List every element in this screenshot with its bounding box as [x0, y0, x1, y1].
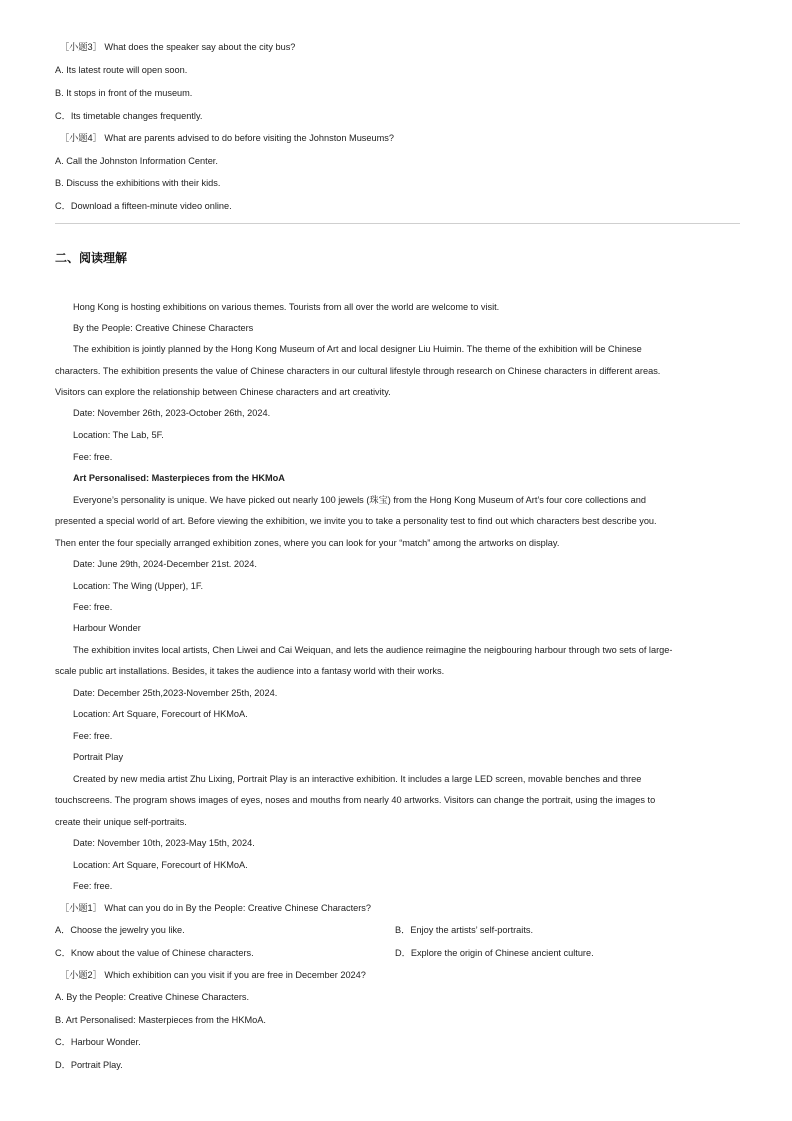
exhibition-1-location: Location: The Lab, 5F. [73, 430, 164, 440]
q1-stem: ［小题1］ What can you do in By the People: Creative Chinese Characters? [60, 903, 371, 913]
q2-option-b: B. Art Personalised: Masterpieces from the HKMoA. [55, 1015, 266, 1025]
exhibition-1-date: Date: November 26th, 2023-October 26th, 2024. [73, 408, 271, 418]
exhibition-1-fee: Fee: free. [73, 452, 113, 462]
exhibition-3-title: Harbour Wonder [73, 623, 141, 633]
q1-option-d: D．Explore the origin of Chinese ancient culture. [395, 948, 594, 958]
exhibition-2-title: Art Personalised: Masterpieces from the HKMoA [73, 473, 285, 483]
q1-option-a: A．Choose the jewelry you like. [55, 925, 185, 935]
q4-stem: ［小题4］ What are parents advised to do before visiting the Johnston Museums? [60, 133, 394, 143]
exhibition-2-body-line: Everyone’s personality is unique. We have picked out nearly 100 jewels (珠宝) from the Hong Kong Museum of Art’s four core collections and [73, 495, 646, 505]
q1-option-c: C．Know about the value of Chinese characters. [55, 948, 254, 958]
exhibition-2-date: Date: June 29th, 2024-December 21st. 2024. [73, 559, 257, 569]
exhibition-1-body-line: Visitors can explore the relationship between Chinese characters and art creativity. [55, 387, 391, 397]
q2-option-a: A. By the People: Creative Chinese Characters. [55, 992, 250, 1002]
exhibition-3-fee: Fee: free. [73, 731, 113, 741]
q4-option-c: C．Download a fifteen-minute video online. [55, 201, 232, 211]
exhibition-2-body-line: Then enter the four specially arranged exhibition zones, where you can look for your “match” among the artworks on display. [55, 538, 560, 548]
q2-stem: ［小题2］ Which exhibition can you visit if you are free in December 2024? [60, 970, 366, 980]
exhibition-4-fee: Fee: free. [73, 881, 113, 891]
exhibition-4-body-line: Created by new media artist Zhu Lixing, Portrait Play is an interactive exhibition. It includes a large LED screen, movable benches and three [73, 774, 642, 784]
exhibition-3-location: Location: Art Square, Forecourt of HKMoA. [73, 709, 248, 719]
q4-option-a: A. Call the Johnston Information Center. [55, 156, 218, 166]
exhibition-2-location: Location: The Wing (Upper), 1F. [73, 581, 204, 591]
exhibition-3-date: Date: December 25th,2023-November 25th, 2024. [73, 688, 278, 698]
q4-option-b: B. Discuss the exhibitions with their kids. [55, 178, 221, 188]
exhibition-3-body-line: The exhibition invites local artists, Chen Liwei and Cai Weiquan, and lets the audience reimagine the neigbouring harbour through two sets of large- [73, 645, 673, 655]
q3-stem: ［小题3］ What does the speaker say about the city bus? [60, 42, 296, 52]
exhibition-2-body-line: presented a special world of art. Before viewing the exhibition, we invite you to take a personality test to find out which characters best describe you. [55, 516, 657, 526]
q1-option-b: B．Enjoy the artists’ self-portraits. [395, 925, 534, 935]
exhibition-2-fee: Fee: free. [73, 602, 113, 612]
q3-option-c: C．Its timetable changes frequently. [55, 111, 203, 121]
passage-intro: Hong Kong is hosting exhibitions on various themes. Tourists from all over the world are welcome to visit. [73, 302, 500, 312]
q2-option-d: D．Portrait Play. [55, 1060, 123, 1070]
exhibition-3-body-line: scale public art installations. Besides, it takes the audience into a fantasy world with their works. [55, 666, 445, 676]
exhibition-1-body-line: The exhibition is jointly planned by the Hong Kong Museum of Art and local designer Liu Huimin. The theme of the exhibition will be Chinese [73, 344, 642, 354]
exhibition-4-title: Portrait Play [73, 752, 124, 762]
q3-option-b: B. It stops in front of the museum. [55, 88, 193, 98]
exhibition-1-title: By the People: Creative Chinese Characters [73, 323, 254, 333]
exhibition-4-body-line: touchscreens. The program shows images of eyes, noses and mouths from nearly 40 artworks. Visitors can change the portrait, using the images to [55, 795, 656, 805]
q3-option-a: A. Its latest route will open soon. [55, 65, 188, 75]
exhibition-4-body-line: create their unique self-portraits. [55, 817, 187, 827]
exhibition-4-location: Location: Art Square, Forecourt of HKMoA. [73, 860, 248, 870]
exhibition-4-date: Date: November 10th, 2023-May 15th, 2024. [73, 838, 255, 848]
section-divider [55, 223, 740, 224]
section-title: 二、阅读理解 [55, 251, 128, 265]
exhibition-1-body-line: characters. The exhibition presents the value of Chinese characters in our cultural lifestyle through research on Chinese characters in different areas. [55, 366, 661, 376]
q2-option-c: C．Harbour Wonder. [55, 1037, 141, 1047]
